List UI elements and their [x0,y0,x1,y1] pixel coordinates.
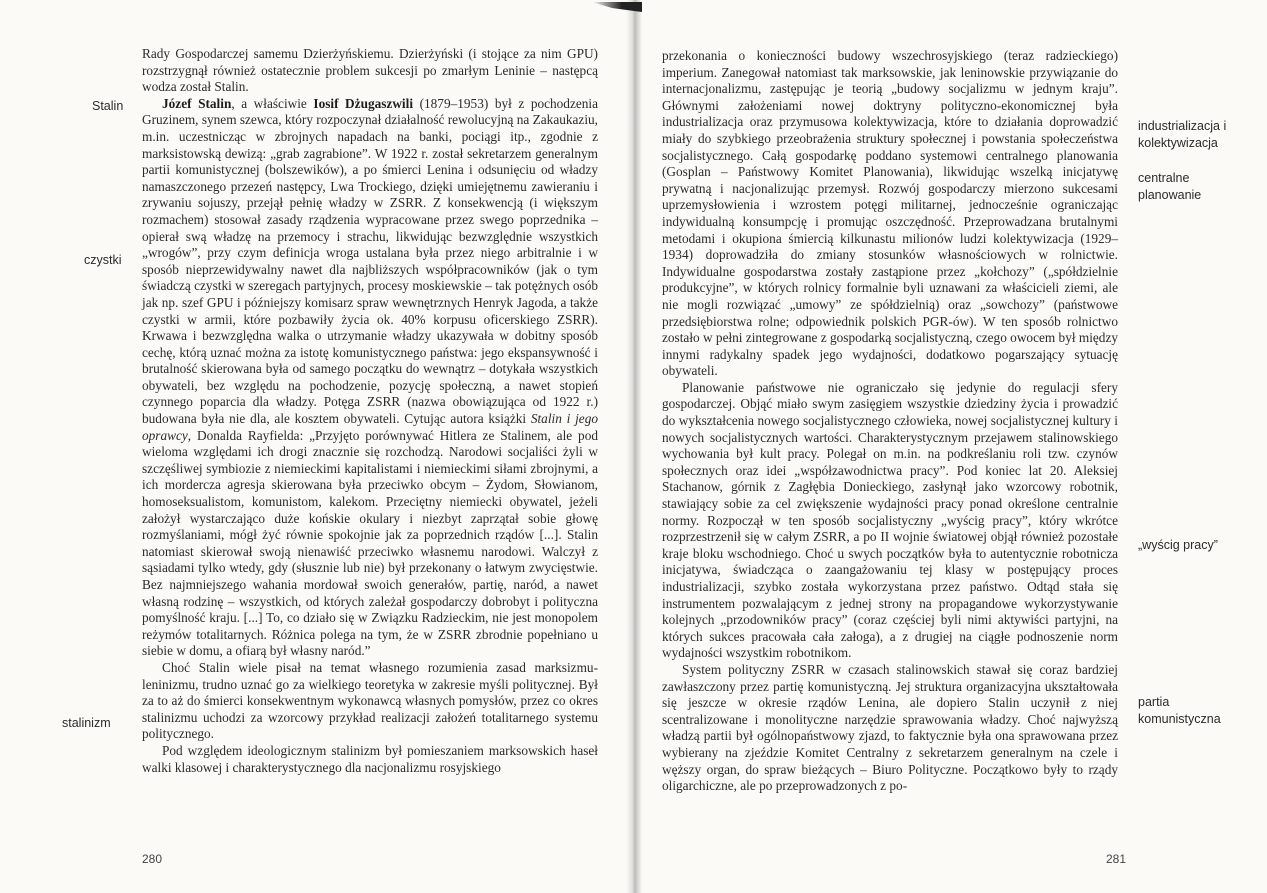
left-page-body [142,46,598,776]
text-run: (1879–1953) był z pochodzenia Gruzinem, synem szewca, który rozpoczynał działalność rewolucyjną na Zakaukaziu, m.in. uczestnicząc w zbrojnych napadach na banki, pociągi itp., zgodnie z marksistowską dewizą: „grab zagrabione”. W 1922 r. został sekretarzem generalnym partii komunistycznej (bolszewików), a po śmierci Lenina i odsunięciu od władzy namaszczonego przezeń następcy, Lwa Trockiego, dzięki umiejętnemu zawieraniu i zrywaniu sojuszy, przejął pełnię władzy w ZSRR. Z konsekwencją (i większym rozmachem) stosował zasady rządzenia wypracowane przez swego poprzednika – opierał swą władzę na przemocy i strachu, likwidując bezwzględnie wszystkich „wrogów”, przy czym definicja wroga ustalana była przez niego arbitralnie i w sposób nieprzewidywalny nawet dla najbliższych współpracowników (jak o tym świadczą czystki w szeregach partyjnych, procesy moskiewskie – tak potężnych osób jak np. szef GPU i późniejszy komisarz spraw wewnętrznych Henryk Jagoda, a także czystki w armii, które pozbawiły życia ok. 40% korpusu oficerskiego ZSRR). Krwawa i bezwzględna walka o utrzymanie władzy ukazywała w dobitny sposób cechę, którą uznać można za istotę komunistycznego państwa: jego ekspansywność i brutalność skierowana była od samego początku do wewnątrz – dotykała wszystkich obywateli, bez względu na pochodzenie, pozycję społeczną, a nawet stopień czynnego poparcia dla władzy. Potęga ZSRR (nazwa obowiązująca od 1922 r.) budowana była nie dla, ale kosztem obywateli. Cytując autora książki [142,95,599,427]
paragraph: Planowanie państwowe nie ograniczało się jedynie do regulacji sfery gospodarczej. Objąć miało swym zasięgiem wszystkie dziedziny życia i prowadzić do wykształcenia nowego socjalistycznego człowieka, nowej socjalistycznej kultury i nowych socjalistycznych wartości. Charakterystycznym przejawem stalinowskiego wychowania był kult pracy. Polegał on m.in. na podkreślaniu roli tzw. czynów społecznych oraz idei „współzawodnictwa pracy”. Pod koniec lat 20. Aleksiej Stachanow, górnik z Zagłębia Donieckiego, zasłynął jako wzorcowy robotnik, stawiający sobie za cel zwiększenie wydajności pracy ponad określone centralnie normy. Rozpoczął w ten sposób socjalistyczny „wyścig pracy”, który wkrótce rozprzestrzenił się w całym ZSRR, a po II wojnie światowej objął również pozostałe kraje bloku wschodniego. Choć u swych początków była to autentycznie robotnicza inicjatywa, świadcząca o zaangażowaniu tej klasy w postępujący proces industrializacji, szybko została wykorzystana przez państwo. Odtąd stała się instrumentem pozwalającym z jednej strony na propagandowe wykorzystywanie kolejnych „przodowników pracy” (coraz częściej byli nimi aktywiści partyjni, na których sukces pracowała cała załoga), a z drugiej na ciągłe podnoszenie norm wydajności wszystkim robotnikom. [662,379,1118,661]
margin-note-partia: partia komunistyczna [1138,695,1221,726]
right-page-body [662,48,1118,795]
book-gutter [626,0,642,893]
margin-note-stalinizm: stalinizm [62,716,111,730]
margin-note-czystki: czystki [84,253,122,267]
paragraph [142,96,598,660]
paragraph: System polityczny ZSRR w czasach stalinowskich stawał się coraz bardziej zawłaszczony przez partię komunistyczną. Jej struktura organizacyjna ukształtowała się jeszcze w okresie rządów Lenina, ale dopiero Stalin uczynił z niej scentralizowane i monolityczne narzędzie sprawowania władzy. Choć najwyższą władzą partii był ogólnopaństwowy zjazd, to faktycznie była ona sprawowana przez wybierany na zjeździe Komitet Centralny z sekretarzem generalnym na czele i węższy organ, do spraw bieżących – Biuro Polityczne. Początkowo były to rządy oligarchiczne, ale po przeprowadzonych z po- [662,661,1118,794]
paragraph: przekonania o konieczności budowy wszechrosyjskiego (teraz radzieckiego) imperium. Zanegował natomiast tak marksowskie, jak leninowskie przywiązanie do internacjonalizmu, zastępując je teorią „budowy socjalizmu w jednym kraju”. Głównymi założeniami nowej doktryny polityczno-ekonomicznej była industrializacja oraz przymusowa kolektywizacja, które to działania doprowadzić miały do szybkiego przeobrażenia struktury społecznej i powstania społeczeństwa socjalistycznego. Całą gospodarkę poddano systemowi centralnego planowania (Gosplan – Państwowy Komitet Planowania), likwidując wszelką inicjatywę prywatną i nacjonalizując przemysł. Rozwój gospodarczy mierzono sukcesami uprzemysłowienia i wzrostem potęgi militarnej, jednocześnie ograniczając indywidualną konsumpcję i promując oszczędność. Przeprowadzana brutalnymi metodami i okupiona śmiercią kilkunastu milionów ludzi kolektywizacja (1929–1934) doprowadziła do zmiany stosunków własnościowych w rolnictwie. Indywidualne gospodarstwa zostały zastąpione przez „kołchozy” („spółdzielnie produkcyjne”, w których rolnicy formalnie byli uznawani za właścicieli ziemi, ale nie mogli rozwiązać „umowy” ze spółdzielnią) oraz „sowchozy” (państwowe przedsiębiorstwa rolne; odpowiednik polskich PGR-ów). W ten sposób rolnictwo zostało w pełni zintegrowane z gospodarką socjalistyczną, czego owocem był między innymi radykalny spadek jego wydajności, dodatkowo pogarszający sytuację obywateli. [662,48,1118,379]
bold-term: Józef Stalin [162,95,232,111]
margin-note-stalin: Stalin [92,99,124,113]
paragraph: Pod względem ideologicznym stalinizm był pomieszaniem marksowskich haseł walki klasowej i charakterystycznego dla nacjonalizmu rosyjskiego [142,742,598,775]
text-run: , Donalda Rayfielda: „Przyjęto porównywać Hitlera ze Stalinem, ale pod wieloma względami ich drogi znacznie się rozchodzą. Narodowi socjaliści żyli w szczęśliwej symbiozie z niemieckimi kapitalistami i niemieckimi siłami zbrojnymi, a ich mordercza agresja skierowana była przeciwko obcym – Żydom, Słowianom, homoseksualistom, komunistom, kalekom. Przeciętny niemiecki obywatel, jeżeli założył wystarczająco duże końskie okulary i niezbyt zaprzątał sobie głowę rozmyślaniami, mógł żyć równie spokojnie jak za poprzednich rządów [...]. Stalin natomiast skierował swoją nienawiść przeciwko własnemu narodowi. Walczył z sąsiadami tylko wtedy, gdy (słusznie lub nie) był przekonany o łatwym zwycięstwie. Bez najmniejszego wahania mordował swoich generałów, partię, naród, a nawet własną rodzinę – wszystkich, od których zależał gospodarczy dobrobyt i polityczna pomyślność kraju. [...] To, co działo się w Związku Radzieckim, nie jest monopolem reżymów totalitarnych. Różnica polega na tym, że w ZSRR zbrodnie popełniano u siebie w domu, a ofiarą był własny naród.” [142,427,598,659]
text-run: , a właściwie [231,95,314,111]
book-title: Stalin i jego oprawcy [142,411,598,443]
right-page [634,0,1267,893]
paragraph: Choć Stalin wiele pisał na temat własnego rozumienia zasad marksizmu-leninizmu, trudno uznać go za wielkiego teoretyka w zakresie myśli politycznej. Był za to aż do śmierci konsekwentnym wykonawcą własnych pomysłów, przez co okres stalinizmu uchodzi za wzorcowy przykład realizacji założeń totalitarnego systemu politycznego. [142,659,598,742]
page-number: 281 [1106,852,1127,866]
margin-note-centralne-planowanie: centralne planowanie [1138,171,1202,202]
bold-term: Iosif Dżugaszwili [313,95,414,111]
margin-note-industrializacja: industrializacja i kolektywizacja [1138,119,1227,150]
paragraph: Rady Gospodarczej samemu Dzierżyńskiemu. Dzierżyński (i stojące za nim GPU) rozstrzygnął również ostatecznie problem sukcesji po zmarłym Leninie – następcą wodza został Stalin. [142,46,598,95]
page-number: 280 [142,852,163,866]
margin-note-wyscig-pracy: „wyścig pracy” [1138,538,1218,552]
left-page [0,0,632,893]
